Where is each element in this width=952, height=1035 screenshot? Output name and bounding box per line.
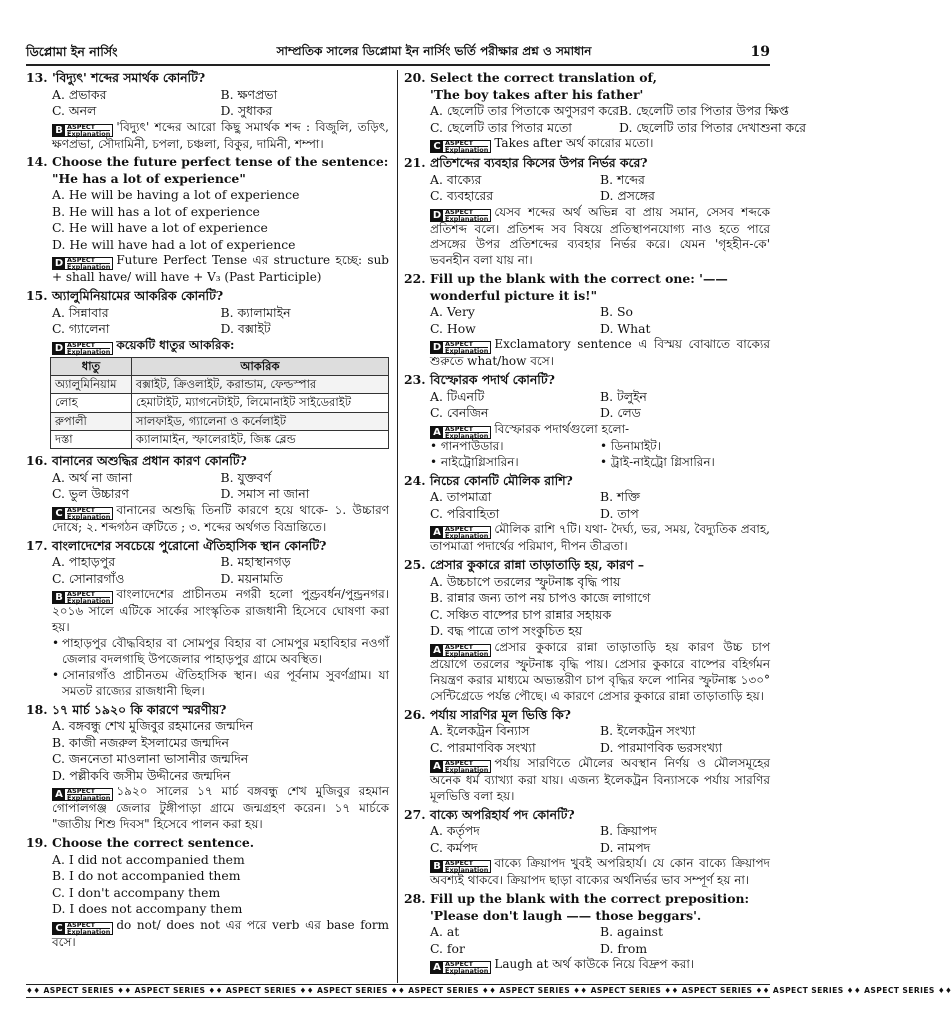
- option-c: C. কর্মপদ: [430, 839, 478, 855]
- option-a: A. He will be having a lot of experience: [52, 187, 300, 203]
- option-b: B. ক্যালামাইন: [220, 304, 291, 320]
- left-column: [26, 70, 398, 983]
- question-18: 18. ১৭ মার্চ ১৯২০ কি কারণে স্মরণীয়? A. বঙ্গবন্ধু শেখ মুজিবুর রহমানের জন্মদিন B. কাজী নজরুল ইসলামের জন্মদিন C. জননেতা মাওলানা ভাসানীর জন্মদিন D. পল্লীকবি জসীম উদ্দীনের জন্মদিন A ASPECT Explanation ১৯২০ সালের ১৭ মার্চ বঙ্গবন্ধু শেখ মুজিবুর রহমান গোপালগঞ্জ জেলার টুঙ্গীপাড়া গ্রামে জন্মগ্রহণ করেন। ১৭ মার্চকে "জাতীয় শিশু দিবস" হিসেবে পালন করা হয়।: [26, 701, 389, 832]
- ore-table: ধাতু আকরিক অ্যালুমিনিয়াম বক্সাইট, ক্রিওলাইট, করান্ডাম, ফেল্ডস্পার লোহ হেমাটাইট, ম্যাগনেটাইট, লিমোনাইট সাইডেরাইট রুপালী সালফাইড, গ্যালেনা ও কর্নেলাইট দস্তা ক্যালামাইন, স্ফালেরাইট, জিঙ্ক ব্লেন্ড: [50, 357, 389, 449]
- option-a: A. প্রভাকর: [52, 86, 107, 102]
- option-b: B. against: [600, 924, 663, 940]
- option-d: D. সুধাকর: [220, 103, 273, 118]
- option-c: C. সঞ্চিত বাষ্পের চাপ রান্নার সহায়ক: [430, 606, 612, 622]
- option-a: A. ছেলেটি তার পিতাকে অণুসরণ করে: [430, 103, 620, 118]
- explanation: A ASPECT Explanation মৌলিক রাশি ৭টি। যথা- দৈর্ঘ্য, ভর, সময়, বৈদ্যুতিক প্রবাহ, তাপমাত্রা পদার্থের পরিমাণ, দীপন তীব্রতা।: [430, 522, 770, 554]
- question-13: 13. 'বিদ্যুৎ' শব্দের সমার্থক কোনটি? A. প্রভাকর B. ক্ষণপ্রভা C. অনল D. সুধাকর B ASPECT Explanation 'বিদ্যুৎ' শব্দের আরো কিছু সমার্থক শব্দ : বিজুলি, তড়িৎ, ক্ষণপ্রভা, সৌদামিনী, চপলা, চঞ্চলা, বিকুর, দামিনী, শম্পা।: [26, 70, 389, 151]
- option-d: D. নামপদ: [600, 839, 651, 855]
- explanation: C ASPECT Explanation Takes after অর্থ কারোর মতো।: [404, 136, 770, 153]
- option-b: B. So: [600, 304, 633, 320]
- option-a: A. টিএনটি: [430, 388, 485, 404]
- question-text: প্রেসার কুকারে রান্না তাড়াতাড়ি হয়, কারণ –: [430, 557, 645, 573]
- explanation: B ASPECT Explanation বাক্যে ক্রিয়াপদ খুবই অপরিহার্য। যে কোন বাক্যে ক্রিয়াপদ অবশ্যই থাকবে। ক্রিয়াপদ ছাড়া বাক্যের অর্থনির্ভর ভাব সম্পূর্ণ হয় না।: [430, 856, 770, 888]
- option-d: D. বক্সাইট: [220, 321, 271, 337]
- question-text: পর্যায় সারণির মূল ভিত্তি কি?: [430, 706, 571, 722]
- aspect-explanation-badge: B ASPECT Explanation: [52, 591, 113, 604]
- explanation: D ASPECT Explanation যেসব শব্দের অর্থ অভিন্ন বা প্রায় সমান, সেসব শব্দকে প্রতিশব্দ বলে। প্রতিশব্দ সব বিষয়ে প্রতিস্থাপনযোগ্য নাও হতে পারে প্রসঙ্গের উপর প্রতিশব্দের ব্যবহার নির্ভর করে। যেমন 'গৃহহীন-কে' ভবনহীন বলা যায় না।: [430, 204, 770, 268]
- option-b: B. ক্রিয়াপদ: [600, 823, 657, 839]
- question-text: Fill up the blank with the correct one: '—— wonderful picture it is!": [430, 271, 728, 303]
- option-d: D. সমাস না জানা: [220, 486, 310, 502]
- question-text: ১৭ মার্চ ১৯২০ কি কারণে স্মরণীয়?: [52, 701, 227, 717]
- page-content: [26, 70, 806, 983]
- question-16: 16. বানানের অশুদ্ধির প্রধান কারণ কোনটি? A. অর্থ না জানা B. যুক্তবর্ণ C. ভুল উচ্চারণ D. সমাস না জানা C ASPECT Explanation বানানের অশুদ্ধি তিনটি কারণে হয়ে থাকে- ১. উচ্চারণ দোষে; ২. শব্দগঠন ত্রুটিতে ; ৩. শব্দের অর্থগত বিভ্রান্তিতে।: [26, 453, 389, 534]
- option-c: C. ব্যবহারের: [430, 188, 494, 203]
- option-b: B. ছেলেটি তার পিতার উপর ক্ষিপ্ত: [619, 103, 789, 118]
- table-row: অ্যালুমিনিয়াম বক্সাইট, ক্রিওলাইট, করান্ডাম, ফেল্ডস্পার: [51, 376, 389, 394]
- option-b: B. যুক্তবর্ণ: [220, 469, 272, 485]
- question-19: 19. Choose the correct sentence. A. I did not accompanied them B. I do not accompanied them C. I don't accompany them D. I does not accompany them C ASPECT Explanation do not/ does not এর পরে verb এর base form বসে।: [26, 835, 389, 949]
- option-c: C. গ্যালেনা: [52, 321, 110, 337]
- aspect-explanation-badge: A ASPECT Explanation: [430, 961, 491, 974]
- explanation: D ASPECT Explanation কয়েকটি ধাতুর আকরিক:: [26, 338, 389, 355]
- explanation: D ASPECT Explanation Future Perfect Tense এর structure হচ্ছে: sub + shall have/ will have + V₃ (Past Participle): [52, 253, 389, 285]
- question-15: 15. অ্যালুমিনিয়ামের আকরিক কোনটি? A. সিন্নাবার B. ক্যালামাইন C. গ্যালেনা D. বক্সাইট D ASPECT Explanation কয়েকটি ধাতুর আকরিক: ধাতু আকরিক অ্যালুমিনিয়াম বক্সাইট, ক্রিওলাইট, করান্ডাম, ফেল্ডস্পার লোহ হেমাটাইট, ম্যাগনেটাইট, লিমোনাইট সাইডেরাইট রুপালী সালফাইড, গ্যালেনা ও কর্নেলাইট দস্তা ক্যালামাইন, স্ফালেরাইট, জিঙ্ক ব্লেন্ড: [26, 288, 389, 449]
- question-text: বাক্যে অপরিহার্য পদ কোনটি?: [430, 806, 575, 822]
- aspect-explanation-badge: A ASPECT Explanation: [430, 644, 491, 657]
- explanation: B ASPECT Explanation 'বিদ্যুৎ' শব্দের আরো কিছু সমার্থক শব্দ : বিজুলি, তড়িৎ, ক্ষণপ্রভা, সৌদামিনী, চপলা, চঞ্চলা, বিকুর, দামিনী, শম্পা।: [52, 119, 389, 151]
- right-column: [398, 70, 806, 983]
- explanation: C ASPECT Explanation do not/ does not এর পরে verb এর base form বসে।: [52, 917, 389, 949]
- question-22: 22. Fill up the blank with the correct one: '—— wonderful picture it is!" A. Very B. So C. How D. What D ASPECT Explanation Exclamatory sentence এ বিস্ময় বোঝাতে বাক্যের শুরুতে what/how বসে।: [404, 271, 770, 369]
- explanation: A ASPECT Explanation পর্যায় সারণিতে মৌলের অবস্থান নির্ণয় ও মৌলসমূহের অনেক ধর্ম ব্যাখ্যা করা যায়। এজন্য ইলেকট্রন বিন্যাসকে পর্যায় সারণির মূলভিত্তি বলা হয়।: [430, 756, 770, 803]
- list-item: • নাইট্রোগ্লিসারিন।: [430, 454, 519, 469]
- aspect-explanation-badge: A ASPECT Explanation: [52, 788, 113, 801]
- question-text: Fill up the blank with the correct preposition: 'Please don't laugh —— those beggars'.: [430, 891, 750, 923]
- option-a: A. বঙ্গবন্ধু শেখ মুজিবুর রহমানের জন্মদিন: [52, 718, 254, 734]
- option-d: D. তাপ: [600, 505, 639, 521]
- question-text: Choose the correct sentence.: [52, 835, 255, 851]
- option-d: D. from: [600, 940, 648, 956]
- option-d: D. I does not accompany them: [52, 901, 243, 917]
- list-item: • ডিনামাইট।: [600, 438, 662, 453]
- question-text: নিচের কোনটি মৌলিক রাশি?: [430, 472, 573, 488]
- option-a: A. কর্তৃপদ: [430, 823, 480, 839]
- option-c: C. জননেতা মাওলানা ভাসানীর জন্মদিন: [52, 751, 249, 767]
- option-d: D. প্রসঙ্গের: [600, 188, 655, 203]
- option-d: D. ছেলেটি তার পিতার দেখাশুনা করে: [619, 119, 806, 135]
- explanation: B ASPECT Explanation বাংলাদেশের প্রাচীনতম নগরী হলো পুণ্ড্রবর্ধন/পুন্ড্রনগর। ২০১৬ সালে এটিকে সার্কের সাংস্কৃতিক রাজধানী হিসেবে ঘোষণা করা হয়।: [52, 587, 389, 635]
- aspect-explanation-badge: C ASPECT Explanation: [430, 140, 491, 153]
- option-c: C. অনল: [52, 103, 97, 118]
- option-c: C. বেনজিন: [430, 405, 489, 421]
- question-text: বিস্ফোরক পদার্থ কোনটি?: [430, 372, 555, 388]
- explanation: D ASPECT Explanation Exclamatory sentence এ বিস্ময় বোঝাতে বাক্যের শুরুতে what/how বসে।: [430, 337, 770, 369]
- question-28: 28. Fill up the blank with the correct preposition: 'Please don't laugh —— those beggars'. A. at B. against C. for D. from A ASPECT Explanation Laugh at অর্থ কাউকে নিয়ে বিদ্রুপ করা।: [404, 891, 770, 974]
- option-a: A. at: [430, 924, 460, 940]
- option-a: A. সিন্নাবার: [52, 304, 109, 320]
- option-d: D. ময়নামতি: [220, 570, 283, 586]
- question-17: 17. বাংলাদেশের সবচেয়ে পুরোনো ঐতিহাসিক স্থান কোনটি? A. পাহাড়পুর B. মহাস্থানগড় C. সোনারগাঁও D. ময়নামতি B ASPECT Explanation বাংলাদেশের প্রাচীনতম নগরী হলো পুণ্ড্রবর্ধন/পুন্ড্রনগর। ২০১৬ সালে এটিকে সার্কের সাংস্কৃতিক রাজধানী হিসেবে ঘোষণা করা হয়। • পাহাড়পুর বৌদ্ধবিহার বা সোমপুর বিহার বা সোমপুর মহাবিহার নওগাঁ জেলার বদলগাছি উপজেলার পাহাড়পুর গ্রামে অবস্থিত। • সোনারগাঁও প্রাচীনতম ঐতিহাসিক স্থান। এর পূর্বনাম সুবর্ণগ্রাম। যা সমতট রাজ্যের রাজধানী ছিল।: [26, 538, 389, 700]
- option-d: D. What: [600, 320, 651, 336]
- aspect-explanation-badge: D ASPECT Explanation: [52, 342, 113, 355]
- question-text: 'বিদ্যুৎ' শব্দের সমার্থক কোনটি?: [52, 70, 206, 85]
- page-footer: ♦♦ ASPECT SERIES ♦♦ ASPECT SERIES ♦♦ ASPECT SERIES ♦♦ ASPECT SERIES ♦♦ ASPECT SERIES ♦♦ ASPECT SERIES ♦♦ ASPECT SERIES ♦♦ ASPECT SERIES ♦♦ ASPECT SERIES ♦♦ ASPECT SERIES ♦♦: [26, 984, 770, 998]
- option-b: B. টলুইন: [600, 388, 647, 404]
- page-number: 19: [750, 43, 770, 60]
- option-b: B. কাজী নজরুল ইসলামের জন্মদিন: [52, 734, 229, 750]
- question-23: 23. বিস্ফোরক পদার্থ কোনটি? A. টিএনটি B. টলুইন C. বেনজিন D. লেড A ASPECT Explanation বিস্ফোরক পদার্থগুলো হলো- • গানপাউডার। • ডিনামাইট। • নাইট্রোগ্লিসারিন। • ট্রাই-নাইট্রো গ্লিসারিন।: [404, 372, 770, 470]
- option-b: B. He will has a lot of experience: [52, 203, 260, 219]
- option-b: B. I do not accompanied them: [52, 868, 241, 884]
- option-c: C. ভুল উচ্চারণ: [52, 486, 129, 502]
- question-sentence: "He has a lot of experience": [52, 170, 246, 186]
- option-d: D. বদ্ধ পাত্রে তাপ সংকুচিত হয়: [430, 623, 583, 639]
- option-c: C. ছেলেটি তার পিতার মতো: [430, 119, 572, 135]
- question-21: 21. প্রতিশব্দের ব্যবহার কিসের উপর নির্ভর করে? A. বাক্যের B. শব্দের C. ব্যবহারের D. প্রসঙ্গের D ASPECT Explanation যেসব শব্দের অর্থ অভিন্ন বা প্রায় সমান, সেসব শব্দকে প্রতিশব্দ বলে। প্রতিশব্দ সব বিষয়ে প্রতিস্থাপনযোগ্য নাও হতে পারে প্রসঙ্গের উপর প্রতিশব্দের ব্যবহার নির্ভর করে। যেমন 'গৃহহীন-কে' ভবনহীন বলা যায় না।: [404, 155, 770, 268]
- option-c: C. How: [430, 320, 476, 336]
- option-c: C. He will have a lot of experience: [52, 220, 268, 236]
- option-d: D. পল্লীকবি জসীম উদ্দীনের জন্মদিন: [52, 767, 231, 783]
- aspect-explanation-badge: B ASPECT Explanation: [52, 124, 113, 137]
- explanation: A ASPECT Explanation ১৯২০ সালের ১৭ মার্চ বঙ্গবন্ধু শেখ মুজিবুর রহমান গোপালগঞ্জ জেলার টুঙ্গীপাড়া গ্রামে জন্মগ্রহণ করেন। ১৭ মার্চকে "জাতীয় শিশু দিবস" হিসেবে পালন করা হয়।: [52, 784, 389, 832]
- option-a: A. I did not accompanied them: [52, 851, 245, 867]
- question-sentence: 'The boy takes after his father': [430, 86, 644, 102]
- explanation: A ASPECT Explanation বিস্ফোরক পদার্থগুলো হলো-: [404, 422, 770, 439]
- option-a: A. উচ্চচাপে তরলের স্ফুটনাঙ্ক বৃদ্ধি পায়: [430, 573, 621, 589]
- option-c: C. পরিবাহিতা: [430, 505, 500, 521]
- option-a: A. তাপমাত্রা: [430, 489, 492, 505]
- option-b: B. ক্ষণপ্রভা: [220, 86, 278, 102]
- question-14: 14. Choose the future perfect tense of the sentence: "He has a lot of experience" A. He will be having a lot of experience B. He will has a lot of experience C. He will have a lot of experience D. He will have had a lot of experience D ASPECT Explanation Future Perfect Tense এর structure হচ্ছে: sub + shall have/ will have + V₃ (Past Participle): [26, 154, 389, 285]
- bullet-item: • পাহাড়পুর বৌদ্ধবিহার বা সোমপুর বিহার বা সোমপুর মহাবিহার নওগাঁ জেলার বদলগাছি উপজেলার পাহাড়পুর গ্রামে অবস্থিত।: [26, 636, 389, 668]
- section-title: সাম্প্রতিক সালের ডিপ্লোমা ইন নার্সিং ভর্তি পরীক্ষার প্রশ্ন ও সমাধান: [276, 44, 592, 59]
- question-text: বানানের অশুদ্ধির প্রধান কারণ কোনটি?: [52, 453, 247, 469]
- option-b: B. শব্দের: [600, 171, 645, 187]
- option-c: C. পারমাণবিক সংখ্যা: [430, 739, 536, 755]
- option-b: B. মহাস্থানগড়: [220, 554, 291, 570]
- aspect-explanation-badge: A ASPECT Explanation: [430, 760, 491, 773]
- table-row: দস্তা ক্যালামাইন, স্ফালেরাইট, জিঙ্ক ব্লেন্ড: [51, 431, 389, 449]
- option-a: A. অর্থ না জানা: [52, 469, 133, 485]
- question-20: 20. Select the correct translation of, 'The boy takes after his father' A. ছেলেটি তার পিতাকে অণুসরণ করে B. ছেলেটি তার পিতার উপর ক্ষিপ্ত C. ছেলেটি তার পিতার মতো D. ছেলেটি তার পিতার দেখাশুনা করে C ASPECT Explanation Takes after অর্থ কারোর মতো।: [404, 70, 806, 154]
- aspect-explanation-badge: D ASPECT Explanation: [430, 341, 491, 354]
- book-title: ডিপ্লোমা ইন নার্সিং: [26, 43, 118, 59]
- list-item: • গানপাউডার।: [430, 438, 504, 453]
- option-c: C. I don't accompany them: [52, 884, 221, 900]
- option-a: A. ইলেকট্রন বিন্যাস: [430, 723, 530, 739]
- question-26: 26. পর্যায় সারণির মূল ভিত্তি কি? A. ইলেকট্রন বিন্যাস B. ইলেকট্রন সংখ্যা C. পারমাণবিক সংখ্যা D. পারমাণবিক ভরসংখ্যা A ASPECT Explanation পর্যায় সারণিতে মৌলের অবস্থান নির্ণয় ও মৌলসমূহের অনেক ধর্ম ব্যাখ্যা করা যায়। এজন্য ইলেকট্রন বিন্যাসকে পর্যায় সারণির মূলভিত্তি বলা হয়।: [404, 706, 770, 803]
- table-row: রুপালী সালফাইড, গ্যালেনা ও কর্নেলাইট: [51, 412, 389, 430]
- aspect-explanation-badge: D ASPECT Explanation: [52, 257, 113, 270]
- question-text: বাংলাদেশের সবচেয়ে পুরোনো ঐতিহাসিক স্থান কোনটি?: [52, 537, 327, 553]
- question-25: 25. প্রেসার কুকারে রান্না তাড়াতাড়ি হয়, কারণ – A. উচ্চচাপে তরলের স্ফুটনাঙ্ক বৃদ্ধি পায় B. রান্নার জন্য তাপ নয় চাপও কাজে লাগাগে C. সঞ্চিত বাষ্পের চাপ রান্নার সহায়ক D. বদ্ধ পাত্রে তাপ সংকুচিত হয় A ASPECT Explanation প্রেসার কুকারে রান্না তাড়াতাড়ি হয় কারণ উচ্চ চাপ প্রয়োগে তরলের স্ফুটনাঙ্ক বৃদ্ধি পায়। প্রেসার কুকারে বাষ্পের বহির্গমন নিয়ন্ত্রণ করার মাধ্যমে অভ্যন্তরীণ চাপ বৃদ্ধির ফলে পানির স্ফুটনাঙ্ক ১৩০° সেন্টিগ্রেডে পর্যন্ত পৌছে। এ কারণে প্রেসার কুকারে রান্না তাড়াতাড়ি হয়।: [404, 557, 770, 703]
- explanation: C ASPECT Explanation বানানের অশুদ্ধি তিনটি কারণে হয়ে থাকে- ১. উচ্চারণ দোষে; ২. শব্দগঠন ত্রুটিতে ; ৩. শব্দের অর্থগত বিভ্রান্তিতে।: [52, 502, 389, 534]
- question-text: অ্যালুমিনিয়ামের আকরিক কোনটি?: [52, 288, 224, 304]
- question-text: Select the correct translation of,: [430, 70, 657, 85]
- option-a: A. পাহাড়পুর: [52, 554, 116, 570]
- aspect-explanation-badge: C ASPECT Explanation: [52, 507, 113, 520]
- question-24: 24. নিচের কোনটি মৌলিক রাশি? A. তাপমাত্রা B. শক্তি C. পরিবাহিতা D. তাপ A ASPECT Explanation মৌলিক রাশি ৭টি। যথা- দৈর্ঘ্য, ভর, সময়, বৈদ্যুতিক প্রবাহ, তাপমাত্রা পদার্থের পরিমাণ, দীপন তীব্রতা।: [404, 472, 770, 554]
- table-row: লোহ হেমাটাইট, ম্যাগনেটাইট, লিমোনাইট সাইডেরাইট: [51, 394, 389, 412]
- question-text: প্রতিশব্দের ব্যবহার কিসের উপর নির্ভর করে?: [430, 155, 648, 170]
- aspect-explanation-badge: C ASPECT Explanation: [52, 922, 113, 935]
- option-c: C. for: [430, 940, 465, 956]
- option-b: B. ইলেকট্রন সংখ্যা: [600, 723, 696, 739]
- option-c: C. সোনারগাঁও: [52, 570, 125, 586]
- aspect-explanation-badge: B ASPECT Explanation: [430, 860, 491, 873]
- option-d: D. পারমাণবিক ভরসংখ্যা: [600, 739, 723, 755]
- page-header: [26, 40, 770, 66]
- list-item: • ট্রাই-নাইট্রো গ্লিসারিন।: [600, 454, 715, 469]
- option-b: B. শক্তি: [600, 489, 640, 505]
- aspect-explanation-badge: A ASPECT Explanation: [430, 426, 491, 439]
- aspect-explanation-badge: D ASPECT Explanation: [430, 209, 491, 222]
- question-text: Choose the future perfect tense of the sentence:: [52, 154, 389, 170]
- option-b: B. রান্নার জন্য তাপ নয় চাপও কাজে লাগাগে: [430, 590, 651, 606]
- option-a: A. Very: [430, 304, 475, 320]
- explanation: A ASPECT Explanation Laugh at অর্থ কাউকে নিয়ে বিদ্রুপ করা।: [404, 957, 770, 974]
- option-a: A. বাক্যের: [430, 171, 482, 187]
- aspect-explanation-badge: A ASPECT Explanation: [430, 526, 491, 539]
- option-d: D. লেড: [600, 405, 641, 421]
- bullet-item: • সোনারগাঁও প্রাচীনতম ঐতিহাসিক স্থান। এর পূর্বনাম সুবর্ণগ্রাম। যা সমতট রাজ্যের রাজধানী ছিল।: [26, 668, 389, 700]
- question-27: 27. বাক্যে অপরিহার্য পদ কোনটি? A. কর্তৃপদ B. ক্রিয়াপদ C. কর্মপদ D. নামপদ B ASPECT Explanation বাক্যে ক্রিয়াপদ খুবই অপরিহার্য। যে কোন বাক্যে ক্রিয়াপদ অবশ্যই থাকবে। ক্রিয়াপদ ছাড়া বাক্যের অর্থনির্ভর ভাব সম্পূর্ণ হয় না।: [404, 806, 770, 888]
- explanation: A ASPECT Explanation প্রেসার কুকারে রান্না তাড়াতাড়ি হয় কারণ উচ্চ চাপ প্রয়োগে তরলের স্ফুটনাঙ্ক বৃদ্ধি পায়। প্রেসার কুকারে বাষ্পের বহির্গমন নিয়ন্ত্রণ করার মাধ্যমে অভ্যন্তরীণ চাপ বৃদ্ধির ফলে পানির স্ফুটনাঙ্ক ১৩০° সেন্টিগ্রেডে পর্যন্ত পৌছে। এ কারণে প্রেসার কুকারে রান্না তাড়াতাড়ি হয়।: [430, 639, 770, 703]
- option-d: D. He will have had a lot of experience: [52, 236, 296, 252]
